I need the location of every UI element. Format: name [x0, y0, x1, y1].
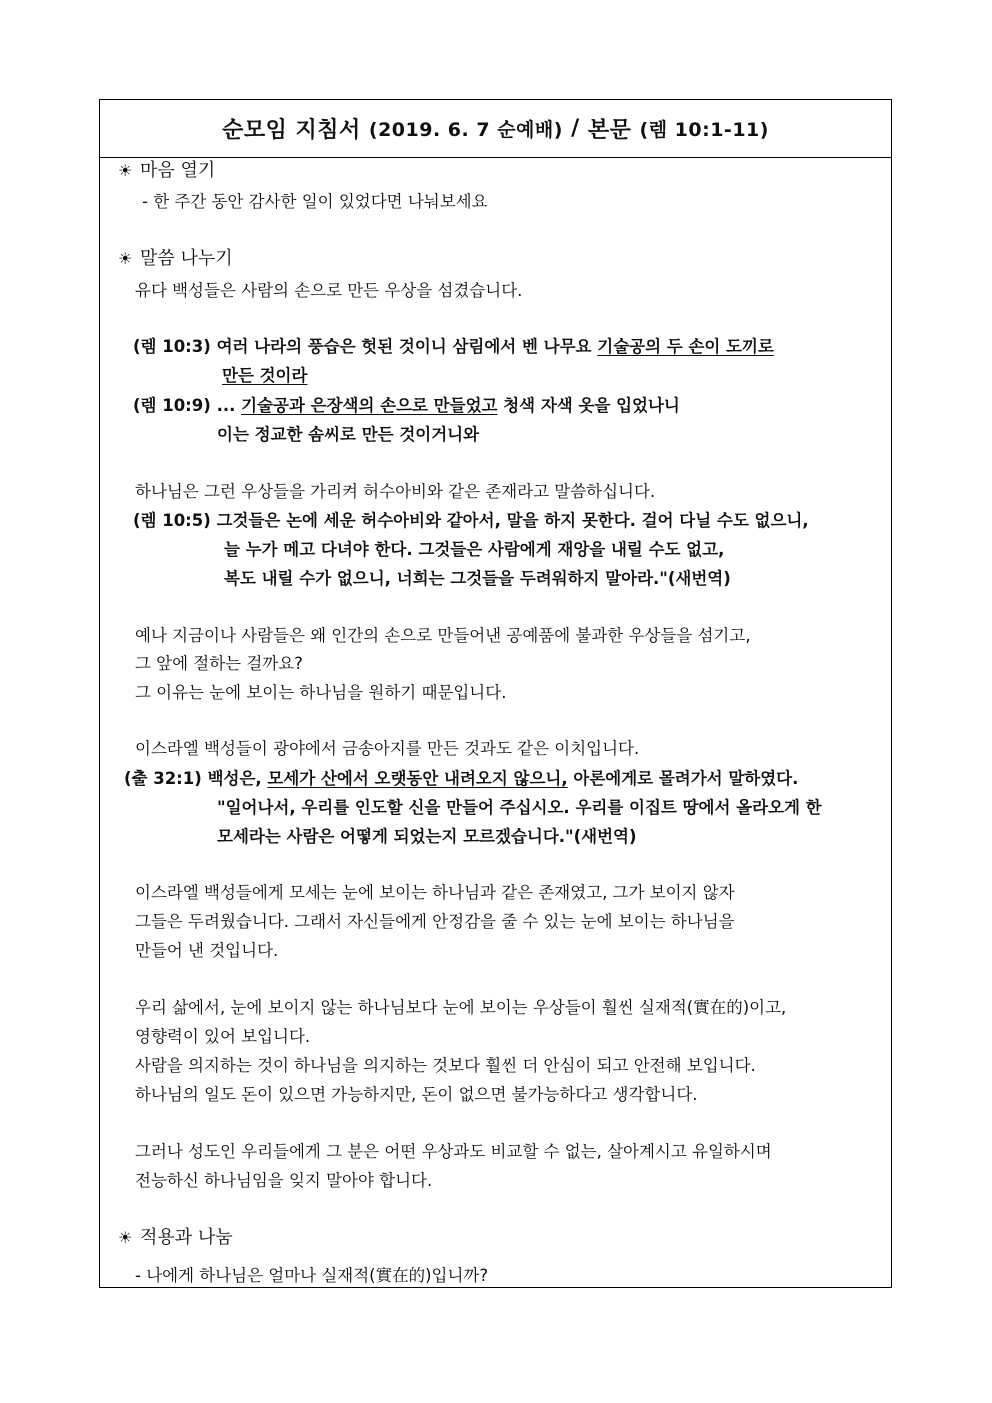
paragraph-1: 유다 백성들은 사람의 손으로 만든 우상을 섬겼습니다. — [135, 281, 523, 300]
paragraph-4: 이스라엘 백성들이 광야에서 금송아지를 만든 것과도 같은 이치입니다. — [135, 739, 640, 758]
verse-jer-10-5 — [133, 510, 809, 532]
paragraph-3-line2: 그 앞에 절하는 걸까요? — [135, 654, 303, 673]
verse-jer-10-5-line3: 복도 내릴 수가 없으니, 너희는 그것들을 두려워하지 말아라."(새번역) — [224, 569, 731, 588]
verse-ex-32-1-line2: "일어나서, 우리를 인도할 신을 만들어 주십시오. 우리를 이집트 땅에서 올라오게 한 — [217, 798, 822, 817]
verse-underlined: 모세가 산에서 오랫동안 내려오지 않으니, — [267, 769, 568, 788]
paragraph-6-line2: 영향력이 있어 보입니다. — [135, 1027, 311, 1046]
sun-icon: ☀ — [118, 1228, 133, 1247]
verse-text: 그것들은 논에 세운 허수아비와 같아서, 말을 하지 못한다. 걸어 다닐 수도 없으니, — [216, 511, 809, 530]
verse-jer-10-9-line2: 이는 정교한 솜씨로 만든 것이거니와 — [217, 425, 480, 444]
paragraph-2: 하나님은 그런 우상들을 가리켜 허수아비와 같은 존재라고 말씀하십니다. — [135, 482, 656, 501]
verse-ref: (렘 10:5) — [133, 511, 211, 530]
paragraph-6-line3: 사람을 의지하는 것이 하나님을 의지하는 것보다 훨씬 더 안심이 되고 안전해 보입니다. — [135, 1056, 756, 1075]
verse-text: 백성은, — [207, 769, 262, 788]
title-meta: (2019. 6. 7 순예배) — [368, 119, 563, 141]
verse-jer-10-9 — [133, 395, 680, 417]
section-open-label: 마음 열기 — [140, 160, 216, 181]
paragraph-5-line3: 만들어 낸 것입니다. — [135, 941, 279, 960]
section-open-heading — [118, 160, 215, 182]
title-main: 순모임 지침서 — [222, 118, 361, 143]
verse-ref: (렘 10:9) — [133, 396, 211, 415]
verse-jer-10-3 — [133, 336, 774, 358]
verse-underlined: 기술공의 두 손이 도끼로 — [597, 337, 774, 356]
verse-ref: (출 32:1) — [124, 769, 202, 788]
verse-text: ... — [216, 396, 236, 415]
section-apply-item: - 나에게 하나님은 얼마나 실재적(實在的)입니까? — [135, 1266, 489, 1285]
paragraph-5-line2: 그들은 두려웠습니다. 그래서 자신들에게 안정감을 줄 수 있는 눈에 보이는 하나님을 — [135, 912, 735, 931]
paragraph-7-line2: 전능하신 하나님임을 잊지 말아야 합니다. — [135, 1171, 433, 1190]
section-word-heading — [118, 248, 233, 270]
verse-underlined: 기술공과 은장색의 손으로 만들었고 — [241, 396, 498, 415]
section-apply-label: 적용과 나눔 — [140, 1227, 233, 1248]
page-title — [100, 100, 891, 158]
section-word-label: 말씀 나누기 — [140, 248, 233, 269]
sun-icon: ☀ — [118, 249, 133, 268]
verse-ex-32-1 — [124, 768, 798, 790]
paragraph-3-line1: 예나 지금이나 사람들은 왜 인간의 손으로 만들어낸 공예품에 불과한 우상들을 섬기고, — [135, 626, 751, 645]
title-label: 본문 — [587, 118, 632, 143]
verse-ref: (렘 10:3) — [133, 337, 211, 356]
paragraph-7-line1: 그러나 성도인 우리들에게 그 분은 어떤 우상과도 비교할 수 없는, 살아계시고 유일하시며 — [135, 1142, 772, 1161]
section-open-item: - 한 주간 동안 감사한 일이 있었다면 나눠보세요 — [142, 192, 488, 211]
sun-icon: ☀ — [118, 161, 133, 180]
verse-jer-10-5-line2: 늘 누가 메고 다녀야 한다. 그것들은 사람에게 재앙을 내릴 수도 없고, — [224, 540, 725, 559]
verse-text-end: 아론에게로 몰려가서 말하였다. — [573, 769, 799, 788]
verse-text-end: 청색 자색 옷을 입었나니 — [503, 396, 680, 415]
title-slash: / — [571, 116, 580, 141]
paragraph-3-line3: 그 이유는 눈에 보이는 하나님을 원하기 때문입니다. — [135, 683, 507, 702]
paragraph-6-line1: 우리 삶에서, 눈에 보이지 않는 하나님보다 눈에 보이는 우상들이 훨씬 실재적(實在的)이고, — [135, 998, 787, 1017]
verse-text: 여러 나라의 풍습은 헛된 것이니 삼림에서 벤 나무요 — [216, 337, 592, 356]
verse-jer-10-3-line2: 만든 것이라 — [222, 366, 308, 385]
paragraph-6-line4: 하나님의 일도 돈이 있으면 가능하지만, 돈이 없으면 불가능하다고 생각합니다. — [135, 1085, 698, 1104]
title-ref: (렘 10:1-11) — [639, 119, 769, 141]
verse-ex-32-1-line3: 모세라는 사람은 어떻게 되었는지 모르겠습니다."(새번역) — [217, 827, 637, 846]
paragraph-5-line1: 이스라엘 백성들에게 모세는 눈에 보이는 하나님과 같은 존재였고, 그가 보이지 않자 — [135, 883, 735, 902]
section-apply-heading — [118, 1227, 233, 1249]
